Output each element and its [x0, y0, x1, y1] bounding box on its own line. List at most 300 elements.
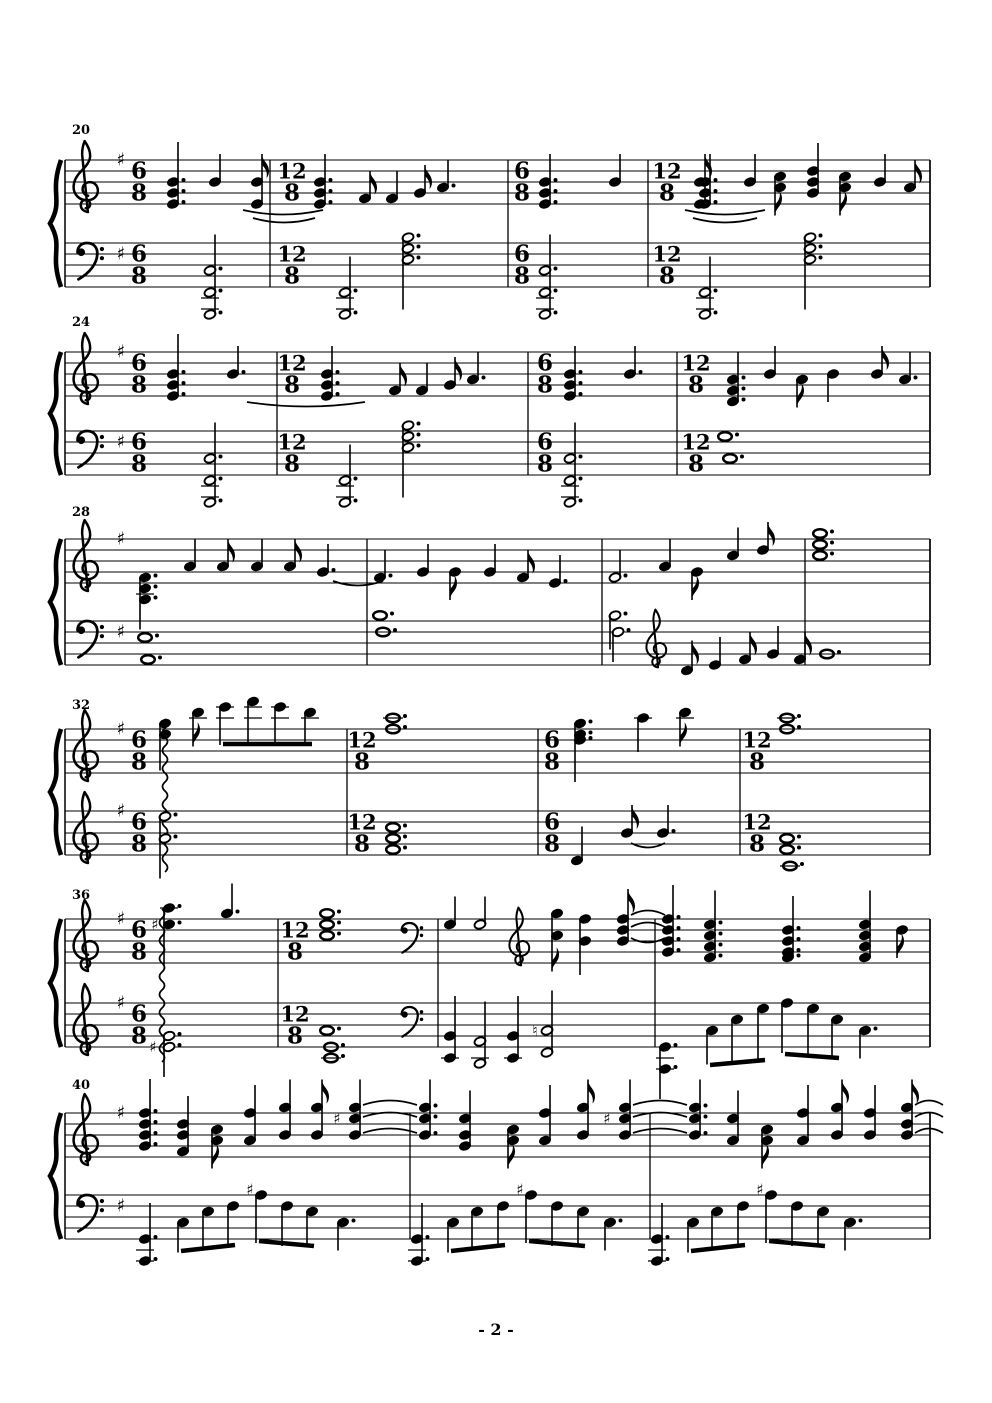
augmentation-dot — [341, 1043, 345, 1047]
treble-clef-icon — [646, 610, 666, 668]
key-signature-sharp: ♯ — [116, 528, 126, 550]
augmentation-dot — [417, 256, 421, 260]
augmentation-dot — [158, 656, 162, 660]
augmentation-dot — [674, 1043, 678, 1047]
grand-staff-brace — [50, 1113, 61, 1239]
time-signature-denominator: 8 — [130, 450, 148, 478]
tie-slur — [631, 938, 665, 943]
augmentation-dot — [742, 376, 746, 380]
augmentation-dot — [742, 398, 746, 402]
augmentation-dot — [579, 392, 583, 396]
augmentation-dot — [341, 1054, 345, 1058]
whole-notehead — [813, 551, 827, 560]
augmentation-dot — [352, 1219, 356, 1223]
augmentation-dot — [714, 189, 718, 193]
augmentation-dot — [434, 1104, 438, 1108]
augmentation-dot — [154, 585, 158, 589]
augmentation-dot — [154, 1235, 158, 1239]
augmentation-dot — [830, 541, 834, 545]
augmentation-dot — [554, 189, 558, 193]
augmentation-dot — [154, 596, 158, 600]
augmentation-dot — [154, 1257, 158, 1261]
augmentation-dot — [482, 376, 486, 380]
bass-clef-icon — [401, 923, 423, 953]
key-signature-sharp: ♯ — [116, 149, 126, 171]
page-number: - 2 - — [478, 1320, 514, 1339]
eighth-flag — [912, 1080, 919, 1104]
whole-notehead — [723, 454, 737, 463]
augmentation-dot — [337, 1027, 341, 1031]
eighth-flag — [425, 165, 432, 189]
whole-notehead — [320, 920, 334, 929]
time-signature-numerator: 12 — [681, 429, 711, 455]
time-signature-numerator: 6 — [513, 240, 531, 268]
time-signature-numerator: 12 — [681, 350, 711, 376]
time-signature-numerator: 6 — [130, 349, 148, 377]
augmentation-dot — [714, 178, 718, 182]
augmentation-dot — [677, 915, 681, 919]
augmentation-dot — [174, 835, 178, 839]
time-signature-numerator: 12 — [277, 429, 307, 455]
grand-staff-brace — [50, 919, 61, 1047]
augmentation-dot — [155, 634, 159, 638]
augmentation-dot — [714, 311, 718, 315]
augmentation-dot — [579, 370, 583, 374]
augmentation-dot — [624, 612, 628, 616]
measure-number: 24 — [72, 315, 91, 330]
augmentation-dot — [819, 245, 823, 249]
eighth-flag — [842, 1080, 849, 1104]
sharp-accidental: ♯ — [333, 1109, 341, 1128]
treble-clef-icon — [74, 984, 98, 1055]
augmentation-dot — [666, 1235, 670, 1239]
augmentation-dot — [329, 200, 333, 204]
augmentation-dot — [337, 910, 341, 914]
eighth-flag — [897, 934, 904, 958]
augmentation-dot — [554, 289, 558, 293]
eighth-flag — [882, 346, 889, 370]
augmentation-dot — [639, 370, 643, 374]
augmentation-dot — [797, 954, 801, 958]
eighth-flag — [628, 889, 635, 913]
augmentation-dot — [403, 725, 407, 729]
augmentation-dot — [579, 455, 583, 459]
eighth-flag — [455, 357, 462, 381]
augmentation-dot — [417, 234, 421, 238]
augmentation-dot — [219, 289, 223, 293]
time-signature-denominator: 8 — [130, 938, 148, 966]
key-signature-sharp: ♯ — [116, 243, 126, 265]
augmentation-dot — [219, 311, 223, 315]
eighth-flag — [632, 805, 639, 829]
augmentation-dot — [393, 628, 397, 632]
augmentation-dot — [579, 477, 583, 481]
augmentation-dot — [830, 530, 834, 534]
sharp-accidental: ♯ — [149, 1038, 157, 1056]
augmentation-dot — [797, 926, 801, 930]
tie-slur — [633, 1129, 687, 1134]
time-signature-denominator: 8 — [543, 748, 561, 776]
time-signature-numerator: 12 — [280, 1001, 310, 1027]
beam — [451, 1245, 505, 1251]
augmentation-dot — [740, 455, 744, 459]
time-signature-denominator: 8 — [748, 830, 766, 858]
time-signature-denominator: 8 — [283, 179, 301, 207]
time-signature-denominator: 8 — [353, 830, 371, 858]
augmentation-dot — [403, 824, 407, 828]
eighth-flag — [193, 723, 200, 747]
time-signature-numerator: 6 — [130, 1000, 148, 1028]
grand-staff-brace — [50, 352, 61, 475]
eighth-flag — [692, 576, 699, 600]
augmentation-dot — [154, 574, 158, 578]
augmentation-dot — [178, 921, 182, 925]
treble-clef-icon — [74, 520, 98, 591]
grand-staff-brace — [50, 539, 61, 665]
eighth-flag — [692, 641, 699, 665]
augmentation-dot — [236, 910, 240, 914]
treble-clef-icon — [74, 900, 98, 971]
tie-slur — [363, 1101, 417, 1106]
augmentation-dot — [564, 579, 568, 583]
tie-slur — [243, 210, 323, 215]
augmentation-dot — [354, 311, 358, 315]
time-signature-denominator: 8 — [353, 748, 371, 776]
augmentation-dot — [417, 433, 421, 437]
augmentation-dot — [219, 455, 223, 459]
time-signature-denominator: 8 — [536, 371, 554, 399]
time-signature-denominator: 8 — [286, 1022, 304, 1050]
time-signature-denominator: 8 — [687, 450, 705, 478]
sharp-accidental: ♯ — [246, 1180, 254, 1199]
augmentation-dot — [579, 381, 583, 385]
time-signature-numerator: 6 — [513, 157, 531, 185]
augmentation-dot — [354, 289, 358, 293]
augmentation-dot — [452, 184, 456, 188]
augmentation-dot — [417, 245, 421, 249]
augmentation-dot — [859, 1219, 863, 1223]
key-signature-sharp: ♯ — [116, 431, 126, 453]
key-signature-sharp: ♯ — [116, 800, 126, 822]
augmentation-dot — [874, 1027, 878, 1031]
augmentation-dot — [914, 376, 918, 380]
time-signature-denominator: 8 — [130, 179, 148, 207]
augmentation-dot — [178, 904, 182, 908]
time-signature-numerator: 6 — [536, 349, 554, 377]
whole-notehead — [780, 834, 794, 843]
key-signature-sharp: ♯ — [116, 718, 126, 740]
tie-slur — [915, 1129, 943, 1134]
time-signature-numerator: 12 — [280, 917, 310, 943]
tie-slur — [685, 210, 765, 215]
augmentation-dot — [336, 392, 340, 396]
beam — [785, 1054, 839, 1058]
augmentation-dot — [434, 1115, 438, 1119]
key-signature-sharp: ♯ — [116, 341, 126, 363]
augmentation-dot — [830, 552, 834, 556]
augmentation-dot — [337, 932, 341, 936]
augmentation-dot — [677, 937, 681, 941]
whole-notehead — [320, 1026, 334, 1035]
time-signature-numerator: 6 — [536, 428, 554, 456]
whole-notehead — [373, 611, 387, 620]
eighth-flag — [705, 154, 712, 178]
beam — [710, 1060, 765, 1065]
augmentation-dot — [337, 921, 341, 925]
time-signature-numerator: 6 — [130, 157, 148, 185]
augmentation-dot — [329, 189, 333, 193]
time-signature-denominator: 8 — [543, 830, 561, 858]
augmentation-dot — [704, 1131, 708, 1135]
beam — [691, 1245, 745, 1251]
beam — [529, 1241, 585, 1246]
time-signature-denominator: 8 — [283, 450, 301, 478]
augmentation-dot — [178, 1032, 182, 1036]
measure-number: 32 — [72, 698, 91, 713]
sharp-accidental: ♯ — [516, 1180, 524, 1199]
augmentation-dot — [219, 499, 223, 503]
augmentation-dot — [797, 937, 801, 941]
sharp-accidental: ♯ — [151, 915, 159, 934]
augmentation-dot — [677, 948, 681, 952]
augmentation-dot — [390, 612, 394, 616]
augmentation-dot — [704, 1115, 708, 1119]
time-signature-numerator: 6 — [130, 240, 148, 268]
grand-staff-brace — [50, 729, 61, 855]
time-signature-denominator: 8 — [283, 371, 301, 399]
tie-slur — [693, 218, 757, 223]
tie-slur — [631, 911, 665, 916]
time-signature-numerator: 12 — [277, 158, 307, 184]
eighth-flag — [322, 1080, 329, 1104]
time-signature-numerator: 6 — [543, 726, 561, 754]
augmentation-dot — [624, 574, 628, 578]
measure-number: 28 — [72, 505, 91, 520]
augmentation-dot — [182, 392, 186, 396]
whole-notehead — [141, 655, 155, 664]
time-signature-numerator: 12 — [742, 727, 772, 753]
augmentation-dot — [354, 477, 358, 481]
treble-clef-icon — [74, 792, 98, 863]
time-signature-numerator: 12 — [652, 241, 682, 267]
augmentation-dot — [174, 813, 178, 817]
augmentation-dot — [154, 1109, 158, 1113]
time-signature-numerator: 12 — [652, 158, 682, 184]
sharp-accidental: ♯ — [756, 1180, 764, 1199]
augmentation-dot — [579, 499, 583, 503]
augmentation-dot — [154, 1142, 158, 1146]
augmentation-dot — [797, 725, 801, 729]
bass-clef-icon — [77, 243, 104, 279]
augmentation-dot — [837, 650, 841, 654]
treble-clef-icon — [74, 1094, 98, 1165]
treble-clef-icon — [509, 908, 529, 966]
augmentation-dot — [554, 311, 558, 315]
augmentation-dot — [672, 829, 676, 833]
whole-notehead — [813, 540, 827, 549]
tie-slur — [253, 218, 315, 223]
key-signature-sharp: ♯ — [116, 1102, 126, 1124]
whole-notehead — [780, 845, 794, 854]
augmentation-dot — [554, 200, 558, 204]
time-signature-denominator: 8 — [536, 450, 554, 478]
eighth-flag — [552, 948, 559, 972]
augmentation-dot — [182, 200, 186, 204]
natural-accidental: ♮ — [532, 1021, 538, 1040]
augmentation-dot — [674, 1065, 678, 1069]
augmentation-dot — [797, 948, 801, 952]
whole-notehead — [138, 633, 152, 642]
tie-slur — [363, 1129, 417, 1134]
augmentation-dot — [336, 370, 340, 374]
time-signature-denominator: 8 — [130, 748, 148, 776]
time-signature-denominator: 8 — [130, 371, 148, 399]
time-signature-denominator: 8 — [658, 262, 676, 290]
whole-notehead — [320, 909, 334, 918]
augmentation-dot — [797, 835, 801, 839]
beam — [181, 1245, 235, 1251]
augmentation-dot — [819, 256, 823, 260]
time-signature-numerator: 12 — [742, 809, 772, 835]
time-signature-numerator: 6 — [130, 916, 148, 944]
bass-clef-icon — [77, 1195, 104, 1231]
augmentation-dot — [742, 387, 746, 391]
time-signature-numerator: 6 — [130, 808, 148, 836]
augmentation-dot — [336, 381, 340, 385]
time-signature-numerator: 12 — [347, 727, 377, 753]
eighth-flag — [262, 154, 269, 178]
augmentation-dot — [182, 178, 186, 182]
augmentation-dot — [677, 926, 681, 930]
augmentation-dot — [354, 499, 358, 503]
augmentation-dot — [554, 267, 558, 271]
sharp-accidental: ♯ — [603, 1109, 611, 1128]
key-signature-sharp: ♯ — [116, 621, 126, 643]
augmentation-dot — [714, 289, 718, 293]
augmentation-dot — [426, 1257, 430, 1261]
augmentation-dot — [554, 178, 558, 182]
whole-notehead — [386, 845, 400, 854]
arpeggio-squiggle — [163, 719, 168, 872]
bass-clef-icon — [77, 621, 104, 657]
time-signature-numerator: 6 — [130, 726, 148, 754]
whole-notehead — [718, 432, 732, 441]
augmentation-dot — [719, 932, 723, 936]
augmentation-dot — [417, 444, 421, 448]
measure-number: 36 — [72, 888, 91, 903]
augmentation-dot — [719, 921, 723, 925]
time-signature-numerator: 12 — [277, 350, 307, 376]
time-signature-numerator: 6 — [543, 808, 561, 836]
beam — [259, 1241, 314, 1246]
augmentation-dot — [797, 846, 801, 850]
time-signature-numerator: 12 — [277, 241, 307, 267]
eighth-flag — [680, 723, 687, 747]
key-signature-sharp: ♯ — [116, 1195, 126, 1217]
augmentation-dot — [819, 234, 823, 238]
tie-slur — [915, 1101, 943, 1106]
augmentation-dot — [332, 568, 336, 572]
eighth-flag — [768, 522, 775, 546]
grand-staff-brace — [50, 160, 61, 287]
augmentation-dot — [242, 370, 246, 374]
augmentation-dot — [719, 954, 723, 958]
augmentation-dot — [182, 381, 186, 385]
tie-slur — [247, 402, 365, 407]
time-signature-denominator: 8 — [658, 179, 676, 207]
time-signature-denominator: 8 — [748, 748, 766, 776]
key-signature-sharp: ♯ — [116, 908, 126, 930]
time-signature-denominator: 8 — [130, 830, 148, 858]
augmentation-dot — [704, 1104, 708, 1108]
augmentation-dot — [329, 178, 333, 182]
augmentation-dot — [182, 370, 186, 374]
augmentation-dot — [182, 189, 186, 193]
time-signature-numerator: 12 — [347, 809, 377, 835]
augmentation-dot — [403, 835, 407, 839]
bass-clef-icon — [77, 431, 104, 467]
tie-slur — [633, 1101, 687, 1106]
augmentation-dot — [797, 714, 801, 718]
augmentation-dot — [219, 477, 223, 481]
treble-clef-icon — [74, 141, 98, 212]
augmentation-dot — [434, 1131, 438, 1135]
augmentation-dot — [735, 433, 739, 437]
whole-notehead — [386, 834, 400, 843]
augmentation-dot — [719, 943, 723, 947]
augmentation-dot — [627, 628, 631, 632]
augmentation-dot — [403, 846, 407, 850]
treble-clef-icon — [74, 333, 98, 404]
time-signature-denominator: 8 — [130, 1022, 148, 1050]
tie-slur — [631, 923, 665, 928]
whole-notehead — [386, 823, 400, 832]
treble-clef-icon — [74, 710, 98, 781]
augmentation-dot — [714, 200, 718, 204]
augmentation-dot — [800, 862, 804, 866]
whole-notehead — [813, 529, 827, 538]
key-signature-sharp: ♯ — [116, 992, 126, 1014]
eighth-flag — [588, 1080, 595, 1104]
augmentation-dot — [619, 1219, 623, 1223]
eighth-flag — [450, 576, 457, 600]
augmentation-dot — [389, 574, 393, 578]
augmentation-dot — [154, 1131, 158, 1135]
beam — [769, 1241, 825, 1246]
augmentation-dot — [589, 731, 593, 735]
measure-number: 40 — [72, 1078, 91, 1093]
time-signature-denominator: 8 — [130, 262, 148, 290]
augmentation-dot — [417, 422, 421, 426]
time-signature-denominator: 8 — [286, 938, 304, 966]
measure-number: 20 — [72, 123, 91, 138]
time-signature-denominator: 8 — [283, 262, 301, 290]
augmentation-dot — [589, 736, 593, 740]
bass-clef-icon — [401, 1007, 423, 1037]
time-signature-numerator: 6 — [130, 428, 148, 456]
whole-notehead — [320, 931, 334, 940]
augmentation-dot — [219, 267, 223, 271]
time-signature-denominator: 8 — [687, 371, 705, 399]
augmentation-dot — [154, 1120, 158, 1124]
augmentation-dot — [403, 714, 407, 718]
augmentation-dot — [666, 1257, 670, 1261]
augmentation-dot — [589, 720, 593, 724]
augmentation-dot — [178, 1043, 182, 1047]
time-signature-denominator: 8 — [513, 179, 531, 207]
augmentation-dot — [426, 1235, 430, 1239]
time-signature-denominator: 8 — [513, 262, 531, 290]
